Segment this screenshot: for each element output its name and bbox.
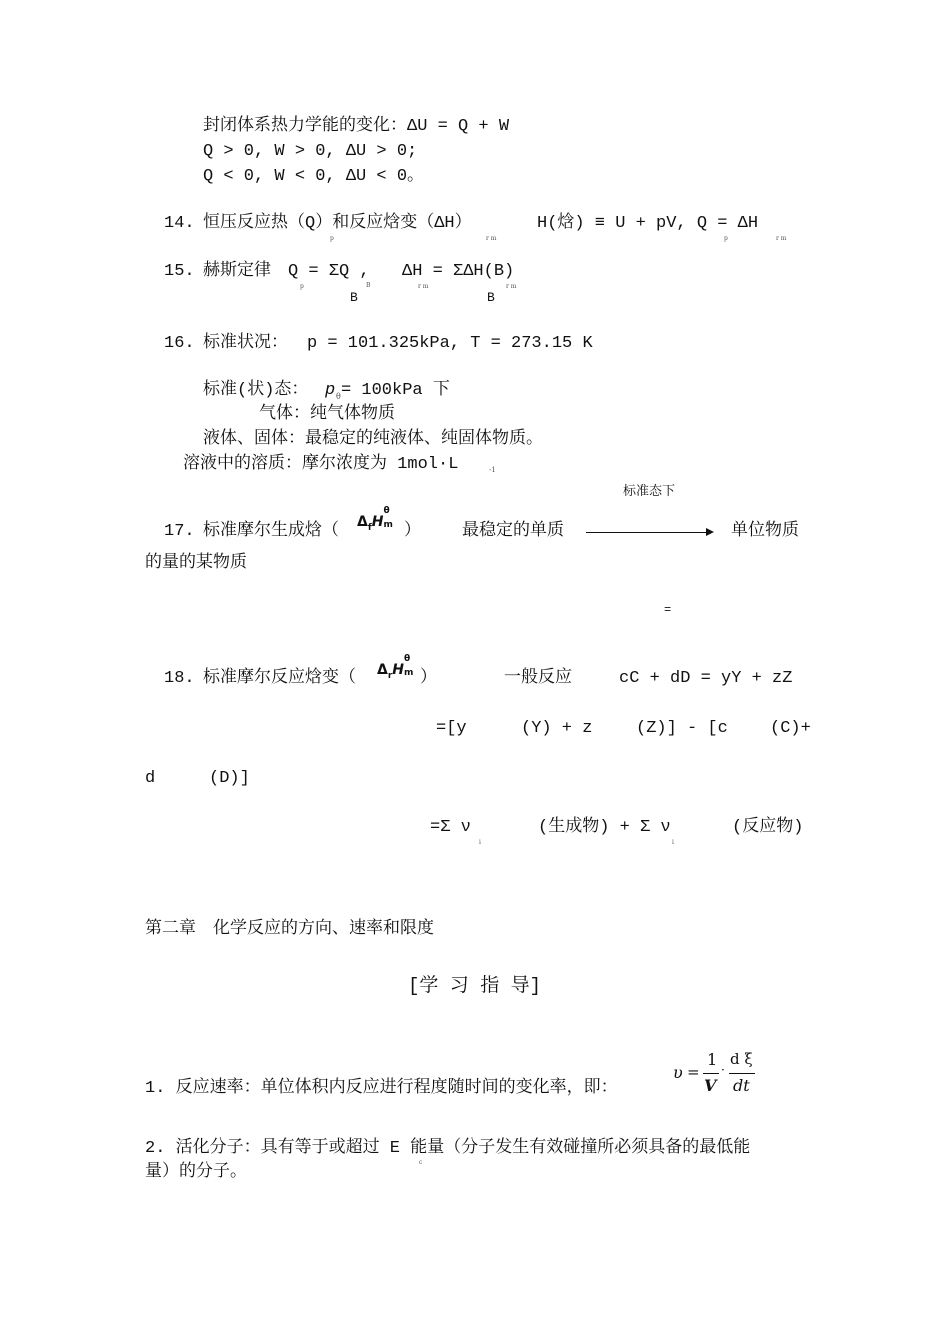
sub-p-2: p (724, 235, 728, 242)
delta-symbol: Δ (357, 514, 368, 530)
r-subscript: r (387, 670, 393, 681)
liquid-solid-standard-state: 液体、固体：最稳定的纯液体、纯固体物质。 (203, 430, 543, 449)
item-17-number: 17. (164, 522, 195, 541)
sub-rm-hess-1: r m (418, 283, 429, 290)
row3-part1: =Σ ν (430, 818, 471, 837)
row3-part3: (反应物) (732, 818, 804, 837)
hess-law-eq-2: ΔH = ΣΔH(B) (402, 262, 515, 281)
m-sub: m (383, 520, 393, 530)
chapter-title: 第二章 化学反应的方向、速率和限度 (145, 920, 434, 939)
f-subscript: f (367, 522, 372, 533)
item-15-number: 15. (164, 262, 195, 281)
reaction-rate-definition: 1. 反应速率：单位体积内反应进行程度随时间的变化率，即： (145, 1079, 618, 1098)
sub-i-1: i (479, 839, 481, 846)
general-reaction-label: 一般反应 (504, 669, 572, 688)
theta-sup-2: θ (404, 654, 411, 664)
negative-case-line: Q < 0, W < 0, ΔU < 0。 (203, 167, 425, 186)
item-17-equals: = (664, 603, 672, 617)
row1-part3: (Z)] - [c (636, 719, 728, 738)
row1-part1: =[y (436, 719, 467, 738)
item-16-heading: 标准状况： (203, 334, 288, 353)
standard-pressure-value: = 100kPa 下 (341, 381, 450, 400)
row2-part1: d (145, 769, 156, 788)
study-guide-heading: [学 习 指 导] (408, 975, 542, 997)
item-14-number: 14. (164, 214, 195, 233)
row3-part2: (生成物) + Σ ν (538, 818, 671, 837)
gas-standard-state: 气体：纯气体物质 (259, 405, 395, 424)
reaction-arrow-head (706, 528, 714, 536)
row1-part2: (Y) + z (521, 719, 593, 738)
fraction-denominator-1: V (704, 1076, 717, 1095)
item-14-enthalpy-definition: H(焓) ≡ U + pV, Q = ΔH (537, 214, 759, 233)
row1-part4: (C)+ (770, 719, 811, 738)
standard-pressure-symbol: p (325, 381, 336, 400)
sub-p-1: p (330, 235, 334, 242)
activated-molecule-line-1: 2. 活化分子：具有等于或超过 E 能量（分子发生有效碰撞所必须具备的最低能 (145, 1139, 751, 1158)
theta-sup: θ (383, 506, 390, 516)
unit-amount-substance: 单位物质 (731, 522, 799, 541)
fraction-denominator-2: dt (733, 1076, 750, 1095)
row2-part2: (D)] (209, 769, 250, 788)
item-17-close-paren: ） (404, 522, 421, 541)
arrow-condition-label: 标准态下 (623, 484, 676, 499)
item-18-close-paren: ） (420, 669, 437, 688)
general-reaction-equation: cC + dD = yY + zZ (619, 669, 793, 688)
sum-index-B-1: B (350, 290, 358, 305)
H-symbol-2: H (392, 662, 405, 678)
item-18-number: 18. (164, 669, 195, 688)
item-16-number: 16. (164, 334, 195, 353)
sum-index-B-2: B (487, 290, 495, 305)
fraction-numerator-2: d ξ (730, 1050, 753, 1068)
reaction-enthalpy-symbol (377, 654, 414, 681)
positive-case-line: Q > 0, W > 0, ΔU > 0; (203, 142, 418, 161)
reaction-arrow-line (586, 532, 708, 533)
solute-standard-state: 溶液中的溶质：摩尔浓度为 1mol·L (183, 455, 459, 474)
m-sub-2: m (404, 668, 414, 678)
theta-superscript: θ (336, 392, 341, 401)
sub-rm-hess-2: r m (506, 283, 517, 290)
fraction-numerator-1: 1 (707, 1050, 718, 1069)
multiply-dot: · (721, 1063, 725, 1077)
sub-i-2: i (672, 839, 674, 846)
fraction-bar-2 (729, 1073, 755, 1074)
sub-B-hess: B (366, 282, 371, 289)
internal-energy-change-line: 封闭体系热力学能的变化：ΔU = Q + W (203, 117, 510, 136)
sub-rm-2: r m (776, 235, 787, 242)
most-stable-element: 最稳定的单质 (462, 522, 564, 541)
liter-exponent: -1 (489, 466, 496, 474)
item-15-heading: 赫斯定律 (203, 262, 271, 281)
fraction-bar-1 (703, 1073, 719, 1074)
item-17-continuation: 的量的某物质 (145, 554, 247, 573)
rate-symbol: υ (673, 1063, 683, 1082)
sub-p-hess: p (300, 283, 304, 290)
item-14-heading: 恒压反应热（Q）和反应焓变（ΔH） (203, 214, 472, 233)
hess-law-eq-1: Q = ΣQ , (288, 262, 370, 281)
item-18-heading: 标准摩尔反应焓变（ (203, 669, 356, 688)
delta-symbol-2: Δ (377, 662, 388, 678)
item-17-heading: 标准摩尔生成焓（ (203, 522, 339, 541)
formation-enthalpy-symbol (357, 506, 393, 533)
standard-state-label: 标准(状)态： (203, 381, 309, 400)
standard-conditions-eq: p = 101.325kPa, T = 273.15 K (307, 334, 593, 353)
activated-molecule-line-2: 量）的分子。 (145, 1163, 247, 1182)
sub-rm-1: r m (486, 235, 497, 242)
H-symbol: H (371, 514, 384, 530)
sub-c: c (419, 1159, 423, 1166)
rate-equals: = (687, 1063, 700, 1081)
